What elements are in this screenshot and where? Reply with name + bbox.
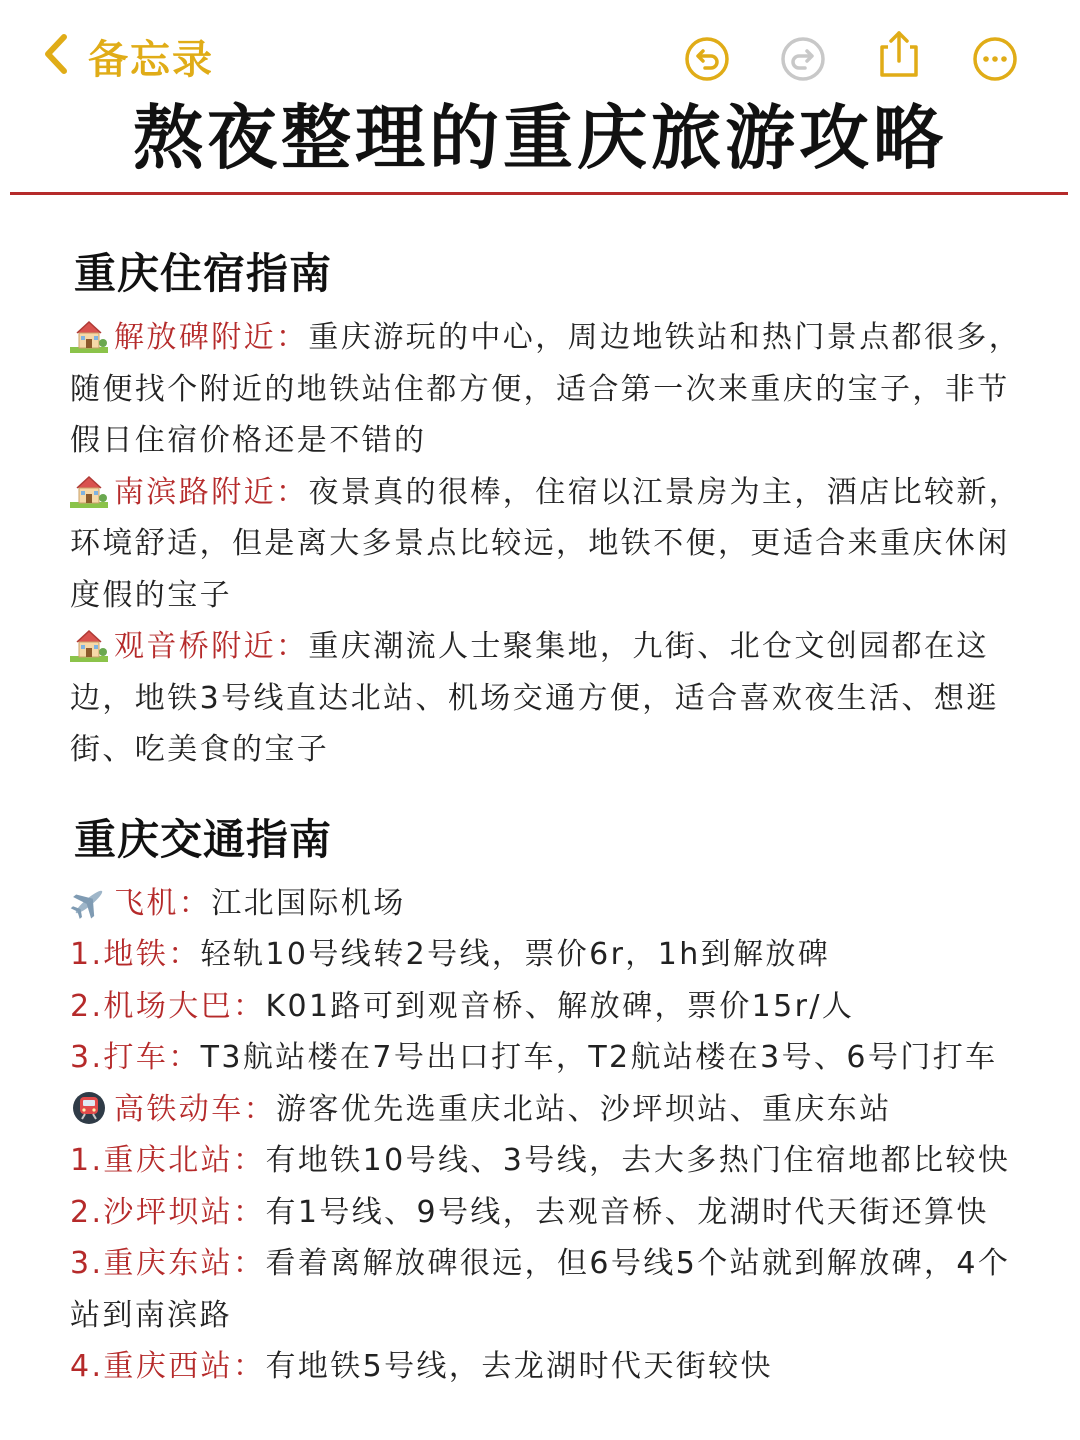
train-item-label: 4.重庆西站： — [70, 1349, 266, 1384]
transport-heading: 重庆交通指南 — [74, 814, 333, 864]
plane-item — [70, 1032, 1030, 1084]
train-item-text: 看着离解放碑很远，但6号线5个站就到解放碑，4个站到南滨路 — [70, 1246, 1011, 1333]
plane-item-label: 2.机场大巴： — [70, 988, 266, 1024]
lodging-label: 解放碑附近： — [114, 320, 309, 355]
lodging-label: 南滨路附近： — [114, 474, 309, 510]
train-item-label: 3.重庆东站： — [70, 1246, 266, 1281]
more-icon[interactable] — [972, 36, 1018, 82]
title-divider — [10, 192, 1068, 195]
train-label: 高铁动车： — [114, 1091, 276, 1127]
redo-icon[interactable] — [780, 36, 826, 82]
plane-label: 飞机： — [114, 885, 212, 921]
plane-item-text: 轻轨10号线转2号线，票价6r，1h到解放碑 — [200, 937, 831, 972]
plane-text: 江北国际机场 — [211, 885, 406, 921]
plane-item-label: 3.打车： — [70, 1040, 201, 1075]
train-line — [70, 1084, 1030, 1136]
lodging-label: 观音桥附近： — [114, 629, 309, 664]
train-item — [70, 1135, 1030, 1187]
page-title: 熬夜整理的重庆旅游攻略 — [133, 97, 947, 179]
plane-item-text: K01路可到观音桥、解放碑，票价15r/人 — [265, 988, 855, 1024]
plane-item — [70, 929, 1030, 981]
plane-line — [70, 878, 1030, 930]
lodging-text: 重庆潮流人士聚集地，九街、北仓文创园都在这边，地铁3号线直达北站、机场交通方便，适合喜欢夜生活、想逛街、吃美食的宝子 — [70, 629, 999, 767]
train-item — [70, 1238, 1030, 1341]
airplane-icon — [70, 884, 108, 918]
lodging-text: 重庆游玩的中心，周边地铁站和热门景点都很多，随便找个附近的地铁站住都方便，适合第一次来重庆的宝子，非节假日住宿价格还是不错的 — [70, 320, 1022, 458]
undo-icon[interactable] — [684, 36, 730, 82]
train-item-text: 有地铁5号线，去龙湖时代天街较快 — [265, 1349, 773, 1384]
plane-item — [70, 981, 1030, 1033]
lodging-item — [70, 467, 1030, 622]
plane-item-label: 1.地铁： — [70, 937, 201, 972]
train-item-label: 2.沙坪坝站： — [70, 1194, 266, 1230]
toolbar — [0, 0, 1080, 100]
note-body[interactable] — [70, 244, 1030, 1393]
section-spacer — [70, 776, 1030, 810]
lodging-text: 夜景真的很棒，住宿以江景房为主，酒店比较新，环境舒适，但是离大多景点比较远，地铁不便，更适合来重庆休闲度假的宝子 — [70, 474, 1022, 613]
train-text: 游客优先选重庆北站、沙坪坝站、重庆东站 — [276, 1091, 892, 1127]
train-item — [70, 1341, 1030, 1393]
train-icon — [70, 1090, 108, 1124]
plane-item-text: T3航站楼在7号出口打车，T2航站楼在3号、6号门打车 — [200, 1040, 998, 1075]
lodging-heading: 重庆住宿指南 — [74, 249, 333, 298]
lodging-item — [70, 621, 1030, 776]
train-item-text: 有1号线、9号线，去观音桥、龙湖时代天街还算快 — [265, 1194, 989, 1230]
train-item-label: 1.重庆北站： — [70, 1143, 266, 1178]
house-icon — [70, 318, 108, 352]
share-icon[interactable] — [876, 28, 922, 74]
back-label: 备忘录 — [88, 36, 214, 83]
train-item-text: 有地铁10号线、3号线，去大多热门住宿地都比较快 — [265, 1143, 1011, 1178]
lodging-item — [70, 312, 1030, 467]
chevron-left-icon — [40, 31, 70, 81]
house-icon — [70, 473, 108, 507]
train-item — [70, 1187, 1030, 1239]
house-icon — [70, 627, 108, 661]
back-button[interactable] — [40, 28, 214, 84]
